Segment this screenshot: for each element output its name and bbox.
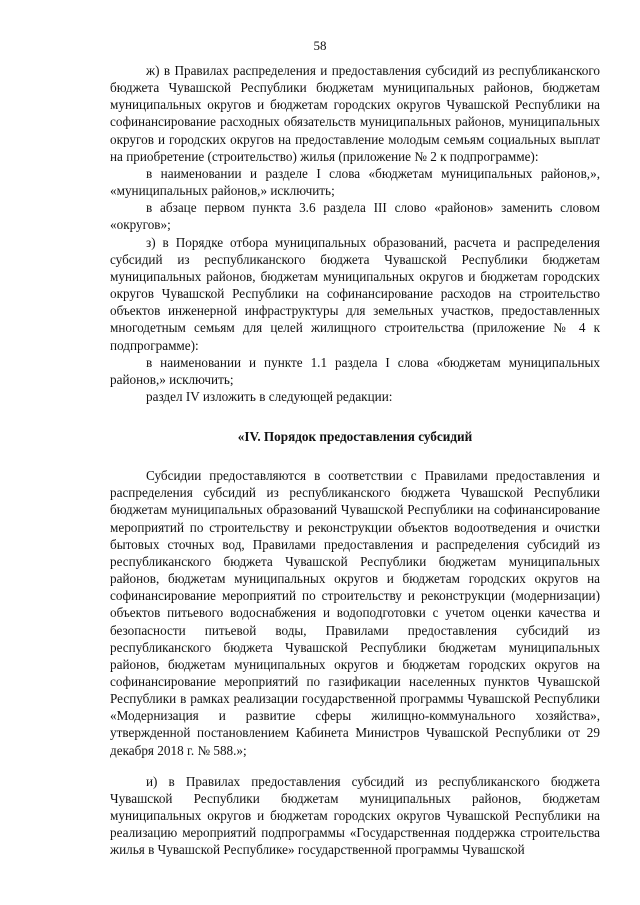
document-body: [110, 62, 600, 859]
paragraph-spacer: [110, 759, 600, 773]
page-number: 58: [313, 38, 327, 53]
section-heading: «IV. Порядок предоставления субсидий: [237, 429, 473, 445]
paragraph-naming-exclusion: в наименовании и разделе I слова «бюджетам муниципальных районов,», «муниципальных районов,» исключить;: [110, 165, 600, 199]
paragraph-point-1-1: в наименовании и пункте 1.1 раздела I слова «бюджетам муниципальных районов,» исключить;: [110, 354, 600, 387]
paragraph-i: и) в Правилах предоставления субсидий из республиканского бюджета Чувашской Республики бюджетам муниципальных районов, бюджетам муниципальных округов и бюджетам городских округов Чувашской Республики на реализацию мероприятий подпрограммы «Государственная поддержка строительства жилья в Чувашской Республике» государственной программы Чувашской: [110, 773, 600, 858]
paragraph-zh: ж) в Правилах распределения и предоставления субсидий из республиканского бюджета Чувашской Республики бюджетам муниципальных районов, бюджетам муниципальных округов и бюджетам городских округов Чувашской Республики на софинансирование расходных обязательств муниципальных районов, муниципальных округов и городских округов на предоставление молодым семьям социальных выплат на приобретение (строительство) жилья (приложение № 2 к подпрограмме):: [110, 63, 600, 164]
paragraph-z: з) в Порядке отбора муниципальных образований, расчета и распределения субсидий из республиканского бюджета Чувашской Республики бюджетам муниципальных районов, бюджетам муниципальных округов и бюджетам городских округов Чувашской Республики на софинансирование расходов на строительство объектов инженерной инфраструктуры для земельных участков, предоставленных многодетным семьям для целей жилищного строительства (приложение № 4 к подпрограмме):: [110, 234, 600, 353]
paragraph-subsidies: Субсидии предоставляются в соответствии с Правилами предоставления и распределения субсидий из республиканского бюджета Чувашской Республики бюджетам муниципальных образований Чувашской Республики на софинансирование мероприятий по строительству и реконструкции объектов водоотведения и очистки бытовых сточных вод, Правилами предоставления и распределения субсидий из республиканского бюджета Чувашской Республики бюджетам муниципальных районов, бюджетам муниципальных округов и бюджетам городских округов на софинансирование мероприятий по строительству и реконструкции (модернизации) объектов питьевого водоснабжения и водоподготовки с учетом оценки качества и безопасности питьевой воды, Правилами предоставления субсидий из республиканского бюджета Чувашской Республики бюджетам муниципальных районов, бюджетам муниципальных округов и бюджетам городских округов на софинансирование мероприятий по газификации населенных пунктов Чувашской Республики в рамках реализации государственной программы Чувашской Республики «Модернизация и развитие сферы жилищно-коммунального хозяйства», утвержденной постановлением Кабинета Министров Чувашской Республики от 29 декабря 2018 г. № 588.»;: [110, 468, 600, 758]
paragraph-point-3-6: в абзаце первом пункта 3.6 раздела III слово «районов» заменить словом «округов»;: [110, 200, 600, 233]
paragraph-section-iv-intro: раздел IV изложить в следующей редакции:: [146, 388, 393, 404]
